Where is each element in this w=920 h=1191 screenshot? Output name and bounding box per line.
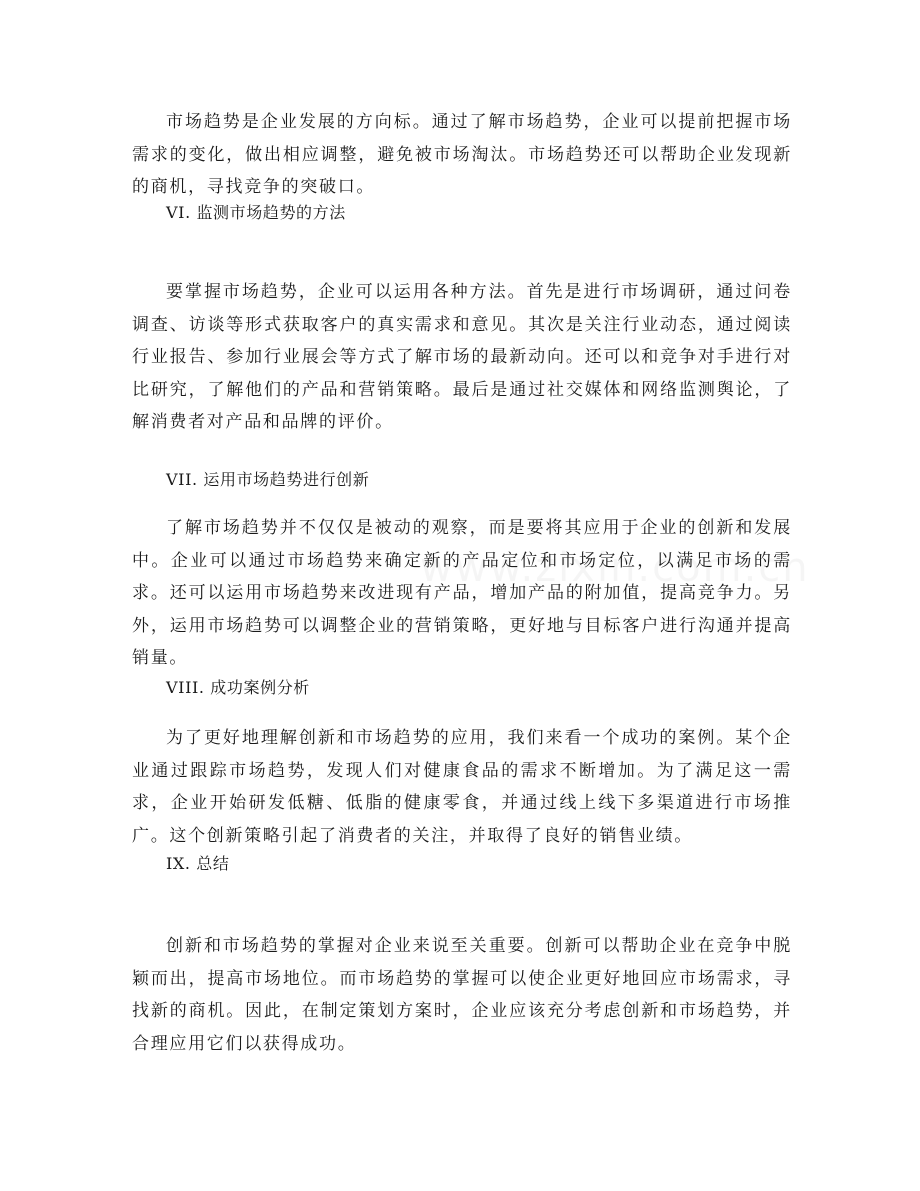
paragraph-text: 为了更好地理解创新和市场趋势的应用，我们来看一个成功的案例。某个企业通过跟踪市场趋势，发现人们对健康食品的需求不断增加。为了满足这一需求，企业开始研发低糖、低脂的健康零食，并通过线上线下多渠道进行市场推广。这个创新策略引起了消费者的关注，并取得了良好的销售业绩。	[132, 728, 792, 846]
section-heading: VIII. 成功案例分析	[166, 678, 310, 697]
paragraph-text: 市场趋势是企业发展的方向标。通过了解市场趋势，企业可以提前把握市场需求的变化，做出相应调整，避免被市场淘汰。市场趋势还可以帮助企业发现新的商机，寻找竞争的突破口。	[132, 112, 792, 197]
paragraph-section-7	[132, 512, 792, 675]
heading-section-6	[132, 201, 792, 225]
paragraph-text: 创新和市场趋势的掌握对企业来说至关重要。创新可以帮助企业在竞争中脱颖而出，提高市场地位。而市场趋势的掌握可以使企业更好地回应市场需求，寻找新的商机。因此，在制定策划方案时，企业应该充分考虑创新和市场趋势，并合理应用它们以获得成功。	[132, 936, 792, 1054]
section-heading: VII. 运用市场趋势进行创新	[166, 470, 370, 489]
heading-section-7	[132, 468, 792, 492]
paragraph-text: 要掌握市场趋势，企业可以运用各种方法。首先是进行市场调研，通过问卷调查、访谈等形式获取客户的真实需求和意见。其次是关注行业动态，通过阅读行业报告、参加行业展会等方式了解市场的最新动向。还可以和竞争对手进行对比研究，了解他们的产品和营销策略。最后是通过社交媒体和网络监测舆论，了解消费者对产品和品牌的评价。	[132, 282, 792, 432]
heading-section-8	[132, 676, 792, 700]
paragraph-intro	[132, 106, 792, 204]
paragraph-text: 了解市场趋势并不仅仅是被动的观察，而是要将其应用于企业的创新和发展中。企业可以通过市场趋势来确定新的产品定位和市场定位，以满足市场的需求。还可以运用市场趋势来改进现有产品，增加产品的附加值，提高竞争力。另外，运用市场趋势可以调整企业的营销策略，更好地与目标客户进行沟通并提高销量。	[132, 518, 792, 668]
paragraph-section-6	[132, 276, 792, 439]
heading-section-9	[132, 852, 792, 876]
section-heading: VI. 监测市场趋势的方法	[166, 203, 346, 222]
paragraph-section-9	[132, 930, 792, 1060]
paragraph-section-8	[132, 722, 792, 852]
section-heading: IX. 总结	[166, 854, 230, 873]
